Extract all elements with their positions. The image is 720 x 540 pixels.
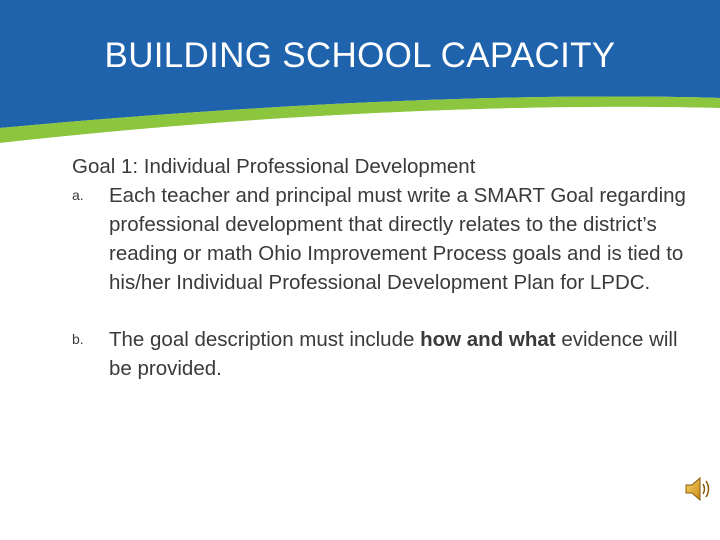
list-marker-a: a. <box>72 187 84 203</box>
list-item-b-text-after: evidence will be provided. <box>109 328 678 380</box>
slide-body <box>72 152 692 383</box>
list-marker-b: b. <box>72 331 84 347</box>
list-item-b-text-before: The goal description must include <box>109 328 421 351</box>
slide-header-band <box>0 0 720 150</box>
list-item-a <box>72 181 692 297</box>
slide-title: BUILDING SCHOOL CAPACITY <box>104 36 616 75</box>
goal-heading: Goal 1: Individual Professional Development <box>72 155 476 178</box>
list-item-a-text: Each teacher and principal must write a SMART Goal regarding professional development that directly relates to the district’s reading or math Ohio Improvement Process goals and is tied to his/her Individual Professional Development Plan for LPDC. <box>109 184 686 294</box>
list-item-b-text-bold: how and what <box>420 328 556 351</box>
list-item-b <box>72 325 692 383</box>
speaker-icon[interactable] <box>683 474 711 504</box>
